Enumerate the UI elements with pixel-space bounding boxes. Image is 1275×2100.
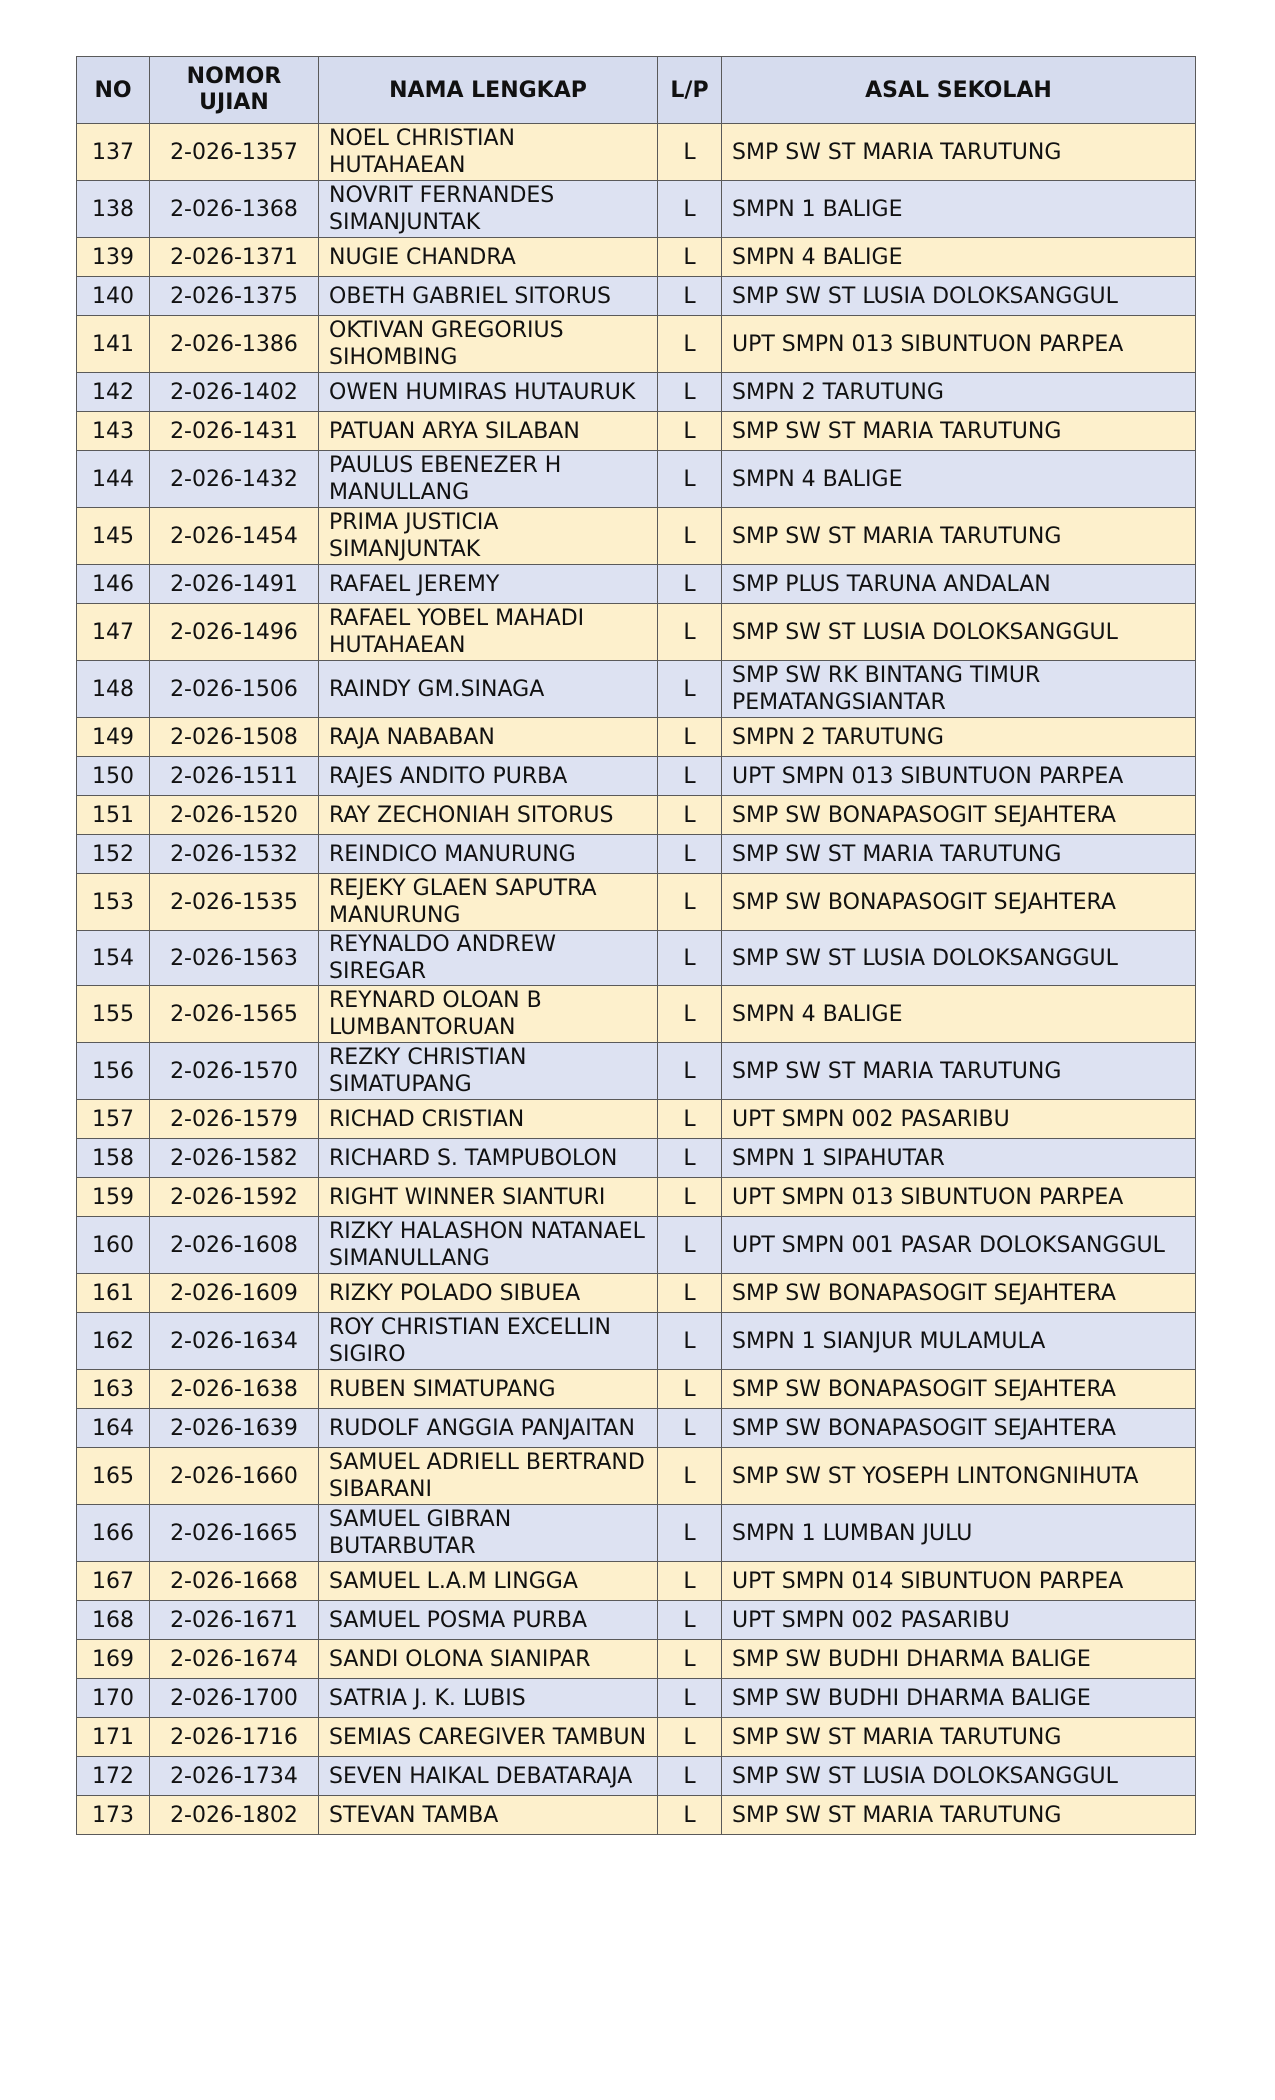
cell-nama-lengkap: REINDICO MANURUNG [319, 835, 658, 874]
table-body [77, 124, 1196, 1835]
table-row [77, 835, 1196, 874]
table-row [77, 1274, 1196, 1313]
cell-lp: L [658, 757, 722, 796]
cell-asal-sekolah: SMPN 1 SIPAHUTAR [722, 1139, 1196, 1178]
cell-nama-lengkap: REZKY CHRISTIAN SIMATUPANG [319, 1043, 658, 1100]
cell-lp: L [658, 1139, 722, 1178]
cell-lp: L [658, 238, 722, 277]
table-row [77, 1640, 1196, 1679]
cell-lp: L [658, 124, 722, 181]
cell-nomor-ujian: 2-026-1520 [150, 796, 319, 835]
cell-no: 173 [77, 1796, 150, 1835]
cell-lp: L [658, 1718, 722, 1757]
cell-nama-lengkap: NUGIE CHANDRA [319, 238, 658, 277]
cell-nama-lengkap: PAULUS EBENEZER H MANULLANG [319, 451, 658, 508]
cell-asal-sekolah: UPT SMPN 002 PASARIBU [722, 1601, 1196, 1640]
cell-nomor-ujian: 2-026-1496 [150, 604, 319, 661]
table-row [77, 931, 1196, 986]
cell-lp: L [658, 1409, 722, 1448]
cell-asal-sekolah: SMP SW ST YOSEPH LINTONGNIHUTA [722, 1448, 1196, 1505]
cell-nomor-ujian: 2-026-1563 [150, 931, 319, 986]
cell-nomor-ujian: 2-026-1671 [150, 1601, 319, 1640]
cell-no: 139 [77, 238, 150, 277]
cell-nama-lengkap: RAY ZECHONIAH SITORUS [319, 796, 658, 835]
cell-asal-sekolah: SMP SW BONAPASOGIT SEJAHTERA [722, 1409, 1196, 1448]
cell-lp: L [658, 373, 722, 412]
cell-nama-lengkap: RAFAEL JEREMY [319, 565, 658, 604]
cell-nomor-ujian: 2-026-1454 [150, 508, 319, 565]
cell-nomor-ujian: 2-026-1357 [150, 124, 319, 181]
cell-asal-sekolah: SMP SW BONAPASOGIT SEJAHTERA [722, 1370, 1196, 1409]
cell-nama-lengkap: SAMUEL GIBRAN BUTARBUTAR [319, 1505, 658, 1562]
cell-nomor-ujian: 2-026-1674 [150, 1640, 319, 1679]
table-row [77, 124, 1196, 181]
cell-lp: L [658, 1370, 722, 1409]
cell-nomor-ujian: 2-026-1368 [150, 181, 319, 238]
cell-lp: L [658, 1100, 722, 1139]
cell-asal-sekolah: SMP SW ST LUSIA DOLOKSANGGUL [722, 277, 1196, 316]
table-row [77, 277, 1196, 316]
table-row [77, 373, 1196, 412]
cell-nama-lengkap: RICHAD CRISTIAN [319, 1100, 658, 1139]
table-row [77, 565, 1196, 604]
table-row [77, 1139, 1196, 1178]
cell-asal-sekolah: SMP SW ST MARIA TARUTUNG [722, 508, 1196, 565]
cell-nama-lengkap: ROY CHRISTIAN EXCELLIN SIGIRO [319, 1313, 658, 1370]
cell-lp: L [658, 565, 722, 604]
table-row [77, 1601, 1196, 1640]
cell-lp: L [658, 1640, 722, 1679]
cell-no: 166 [77, 1505, 150, 1562]
cell-nomor-ujian: 2-026-1371 [150, 238, 319, 277]
cell-nomor-ujian: 2-026-1535 [150, 874, 319, 931]
cell-nama-lengkap: OBETH GABRIEL SITORUS [319, 277, 658, 316]
cell-nama-lengkap: RAINDY GM.SINAGA [319, 661, 658, 718]
table-row [77, 1313, 1196, 1370]
cell-nomor-ujian: 2-026-1431 [150, 412, 319, 451]
cell-no: 161 [77, 1274, 150, 1313]
header-row [77, 57, 1196, 124]
cell-nama-lengkap: RAJA NABABAN [319, 718, 658, 757]
table-row [77, 508, 1196, 565]
table-row [77, 796, 1196, 835]
cell-nama-lengkap: SEVEN HAIKAL DEBATARAJA [319, 1757, 658, 1796]
table-row [77, 1370, 1196, 1409]
cell-nomor-ujian: 2-026-1639 [150, 1409, 319, 1448]
cell-no: 159 [77, 1178, 150, 1217]
header-no: NO [77, 57, 150, 124]
cell-nomor-ujian: 2-026-1660 [150, 1448, 319, 1505]
cell-lp: L [658, 412, 722, 451]
cell-nomor-ujian: 2-026-1638 [150, 1370, 319, 1409]
cell-nama-lengkap: STEVAN TAMBA [319, 1796, 658, 1835]
table-row [77, 1679, 1196, 1718]
cell-nomor-ujian: 2-026-1532 [150, 835, 319, 874]
cell-nomor-ujian: 2-026-1802 [150, 1796, 319, 1835]
cell-no: 156 [77, 1043, 150, 1100]
cell-nama-lengkap: REYNALDO ANDREW SIREGAR [319, 931, 658, 986]
cell-asal-sekolah: UPT SMPN 001 PASAR DOLOKSANGGUL [722, 1217, 1196, 1274]
cell-no: 164 [77, 1409, 150, 1448]
cell-asal-sekolah: SMP SW ST LUSIA DOLOKSANGGUL [722, 931, 1196, 986]
cell-no: 163 [77, 1370, 150, 1409]
cell-lp: L [658, 1313, 722, 1370]
table-row [77, 661, 1196, 718]
cell-lp: L [658, 874, 722, 931]
cell-no: 171 [77, 1718, 150, 1757]
cell-nama-lengkap: PRIMA JUSTICIA SIMANJUNTAK [319, 508, 658, 565]
table-row [77, 1718, 1196, 1757]
cell-nomor-ujian: 2-026-1506 [150, 661, 319, 718]
cell-nomor-ujian: 2-026-1668 [150, 1562, 319, 1601]
cell-no: 167 [77, 1562, 150, 1601]
cell-no: 144 [77, 451, 150, 508]
cell-asal-sekolah: UPT SMPN 013 SIBUNTUON PARPEA [722, 1178, 1196, 1217]
cell-lp: L [658, 835, 722, 874]
cell-no: 170 [77, 1679, 150, 1718]
cell-lp: L [658, 661, 722, 718]
cell-nomor-ujian: 2-026-1565 [150, 986, 319, 1043]
cell-no: 137 [77, 124, 150, 181]
cell-lp: L [658, 1505, 722, 1562]
cell-asal-sekolah: SMP SW ST LUSIA DOLOKSANGGUL [722, 604, 1196, 661]
cell-lp: L [658, 604, 722, 661]
cell-asal-sekolah: SMPN 2 TARUTUNG [722, 718, 1196, 757]
table-row [77, 1217, 1196, 1274]
cell-asal-sekolah: UPT SMPN 014 SIBUNTUON PARPEA [722, 1562, 1196, 1601]
cell-nomor-ujian: 2-026-1432 [150, 451, 319, 508]
table-row [77, 1562, 1196, 1601]
cell-lp: L [658, 508, 722, 565]
cell-nomor-ujian: 2-026-1700 [150, 1679, 319, 1718]
cell-lp: L [658, 1601, 722, 1640]
cell-lp: L [658, 1043, 722, 1100]
cell-asal-sekolah: SMP SW ST MARIA TARUTUNG [722, 1718, 1196, 1757]
table-row [77, 757, 1196, 796]
cell-asal-sekolah: SMP SW BONAPASOGIT SEJAHTERA [722, 1274, 1196, 1313]
cell-nomor-ujian: 2-026-1375 [150, 277, 319, 316]
cell-no: 142 [77, 373, 150, 412]
cell-asal-sekolah: SMP SW BONAPASOGIT SEJAHTERA [722, 796, 1196, 835]
table-row [77, 1796, 1196, 1835]
cell-asal-sekolah: SMP SW BUDHI DHARMA BALIGE [722, 1640, 1196, 1679]
cell-nama-lengkap: OWEN HUMIRAS HUTAURUK [319, 373, 658, 412]
cell-asal-sekolah: SMPN 2 TARUTUNG [722, 373, 1196, 412]
cell-nama-lengkap: SATRIA J. K. LUBIS [319, 1679, 658, 1718]
cell-no: 145 [77, 508, 150, 565]
cell-asal-sekolah: SMP SW ST MARIA TARUTUNG [722, 835, 1196, 874]
cell-lp: L [658, 1274, 722, 1313]
cell-lp: L [658, 1217, 722, 1274]
cell-lp: L [658, 277, 722, 316]
cell-no: 151 [77, 796, 150, 835]
cell-lp: L [658, 986, 722, 1043]
cell-nama-lengkap: SANDI OLONA SIANIPAR [319, 1640, 658, 1679]
cell-nomor-ujian: 2-026-1592 [150, 1178, 319, 1217]
cell-no: 152 [77, 835, 150, 874]
cell-nama-lengkap: RIZKY HALASHON NATANAEL SIMANULLANG [319, 1217, 658, 1274]
header-lp: L/P [658, 57, 722, 124]
cell-nama-lengkap: SAMUEL POSMA PURBA [319, 1601, 658, 1640]
table-row [77, 451, 1196, 508]
cell-no: 143 [77, 412, 150, 451]
header-nama-lengkap: NAMA LENGKAP [319, 57, 658, 124]
cell-no: 138 [77, 181, 150, 238]
cell-nama-lengkap: SEMIAS CAREGIVER TAMBUN [319, 1718, 658, 1757]
cell-asal-sekolah: SMP SW BONAPASOGIT SEJAHTERA [722, 874, 1196, 931]
cell-nomor-ujian: 2-026-1570 [150, 1043, 319, 1100]
cell-no: 149 [77, 718, 150, 757]
cell-lp: L [658, 1796, 722, 1835]
cell-no: 154 [77, 931, 150, 986]
cell-no: 146 [77, 565, 150, 604]
cell-nama-lengkap: RUDOLF ANGGIA PANJAITAN [319, 1409, 658, 1448]
cell-asal-sekolah: SMPN 1 SIANJUR MULAMULA [722, 1313, 1196, 1370]
cell-no: 150 [77, 757, 150, 796]
cell-lp: L [658, 931, 722, 986]
header-nomor-ujian-label: NOMOR UJIAN [186, 64, 282, 115]
table-row [77, 986, 1196, 1043]
student-roster-table [76, 56, 1196, 1835]
cell-nomor-ujian: 2-026-1609 [150, 1274, 319, 1313]
cell-nama-lengkap: RIZKY POLADO SIBUEA [319, 1274, 658, 1313]
table-row [77, 1100, 1196, 1139]
cell-lp: L [658, 181, 722, 238]
cell-asal-sekolah: SMP SW ST LUSIA DOLOKSANGGUL [722, 1757, 1196, 1796]
cell-no: 153 [77, 874, 150, 931]
cell-no: 172 [77, 1757, 150, 1796]
cell-nama-lengkap: OKTIVAN GREGORIUS SIHOMBING [319, 316, 658, 373]
cell-nama-lengkap: SAMUEL ADRIELL BERTRAND SIBARANI [319, 1448, 658, 1505]
cell-lp: L [658, 718, 722, 757]
table-row [77, 874, 1196, 931]
cell-no: 147 [77, 604, 150, 661]
cell-nama-lengkap: PATUAN ARYA SILABAN [319, 412, 658, 451]
cell-asal-sekolah: UPT SMPN 013 SIBUNTUON PARPEA [722, 757, 1196, 796]
table-row [77, 1043, 1196, 1100]
cell-asal-sekolah: SMPN 4 BALIGE [722, 451, 1196, 508]
cell-nama-lengkap: RAJES ANDITO PURBA [319, 757, 658, 796]
cell-no: 160 [77, 1217, 150, 1274]
table-row [77, 316, 1196, 373]
table-header [77, 57, 1196, 124]
cell-nomor-ujian: 2-026-1508 [150, 718, 319, 757]
cell-no: 168 [77, 1601, 150, 1640]
table-row [77, 1757, 1196, 1796]
cell-asal-sekolah: SMPN 1 BALIGE [722, 181, 1196, 238]
cell-asal-sekolah: SMP SW ST MARIA TARUTUNG [722, 1796, 1196, 1835]
cell-asal-sekolah: UPT SMPN 013 SIBUNTUON PARPEA [722, 316, 1196, 373]
cell-asal-sekolah: SMP SW ST MARIA TARUTUNG [722, 124, 1196, 181]
cell-nomor-ujian: 2-026-1608 [150, 1217, 319, 1274]
cell-nomor-ujian: 2-026-1511 [150, 757, 319, 796]
cell-nomor-ujian: 2-026-1634 [150, 1313, 319, 1370]
cell-nomor-ujian: 2-026-1582 [150, 1139, 319, 1178]
header-asal-sekolah: ASAL SEKOLAH [722, 57, 1196, 124]
cell-asal-sekolah: SMP SW ST MARIA TARUTUNG [722, 412, 1196, 451]
cell-nama-lengkap: RICHARD S. TAMPUBOLON [319, 1139, 658, 1178]
header-nomor-ujian [150, 57, 319, 124]
cell-nama-lengkap: RAFAEL YOBEL MAHADI HUTAHAEAN [319, 604, 658, 661]
cell-nomor-ujian: 2-026-1665 [150, 1505, 319, 1562]
cell-no: 162 [77, 1313, 150, 1370]
table-row [77, 412, 1196, 451]
cell-nama-lengkap: SAMUEL L.A.M LINGGA [319, 1562, 658, 1601]
cell-nama-lengkap: RIGHT WINNER SIANTURI [319, 1178, 658, 1217]
cell-lp: L [658, 796, 722, 835]
cell-asal-sekolah: SMP SW ST MARIA TARUTUNG [722, 1043, 1196, 1100]
cell-nomor-ujian: 2-026-1386 [150, 316, 319, 373]
cell-no: 157 [77, 1100, 150, 1139]
cell-lp: L [658, 1448, 722, 1505]
table-row [77, 1178, 1196, 1217]
cell-nama-lengkap: NOVRIT FERNANDES SIMANJUNTAK [319, 181, 658, 238]
cell-nomor-ujian: 2-026-1734 [150, 1757, 319, 1796]
cell-lp: L [658, 1562, 722, 1601]
cell-no: 141 [77, 316, 150, 373]
cell-nomor-ujian: 2-026-1579 [150, 1100, 319, 1139]
cell-nomor-ujian: 2-026-1402 [150, 373, 319, 412]
cell-no: 158 [77, 1139, 150, 1178]
cell-lp: L [658, 1679, 722, 1718]
cell-no: 140 [77, 277, 150, 316]
cell-no: 155 [77, 986, 150, 1043]
cell-nomor-ujian: 2-026-1716 [150, 1718, 319, 1757]
cell-lp: L [658, 451, 722, 508]
cell-asal-sekolah: SMP PLUS TARUNA ANDALAN [722, 565, 1196, 604]
cell-no: 148 [77, 661, 150, 718]
table-row [77, 1409, 1196, 1448]
cell-asal-sekolah: SMPN 4 BALIGE [722, 986, 1196, 1043]
cell-asal-sekolah: SMP SW RK BINTANG TIMUR PEMATANGSIANTAR [722, 661, 1196, 718]
cell-asal-sekolah: UPT SMPN 002 PASARIBU [722, 1100, 1196, 1139]
cell-nama-lengkap: RUBEN SIMATUPANG [319, 1370, 658, 1409]
cell-nomor-ujian: 2-026-1491 [150, 565, 319, 604]
cell-no: 165 [77, 1448, 150, 1505]
table-row [77, 604, 1196, 661]
table-row [77, 238, 1196, 277]
table-row [77, 718, 1196, 757]
cell-no: 169 [77, 1640, 150, 1679]
cell-lp: L [658, 1757, 722, 1796]
table-row [77, 1505, 1196, 1562]
cell-nama-lengkap: REJEKY GLAEN SAPUTRA MANURUNG [319, 874, 658, 931]
cell-asal-sekolah: SMPN 1 LUMBAN JULU [722, 1505, 1196, 1562]
cell-asal-sekolah: SMP SW BUDHI DHARMA BALIGE [722, 1679, 1196, 1718]
cell-nama-lengkap: NOEL CHRISTIAN HUTAHAEAN [319, 124, 658, 181]
table-row [77, 181, 1196, 238]
table-row [77, 1448, 1196, 1505]
cell-lp: L [658, 316, 722, 373]
cell-lp: L [658, 1178, 722, 1217]
cell-nama-lengkap: REYNARD OLOAN B LUMBANTORUAN [319, 986, 658, 1043]
cell-asal-sekolah: SMPN 4 BALIGE [722, 238, 1196, 277]
